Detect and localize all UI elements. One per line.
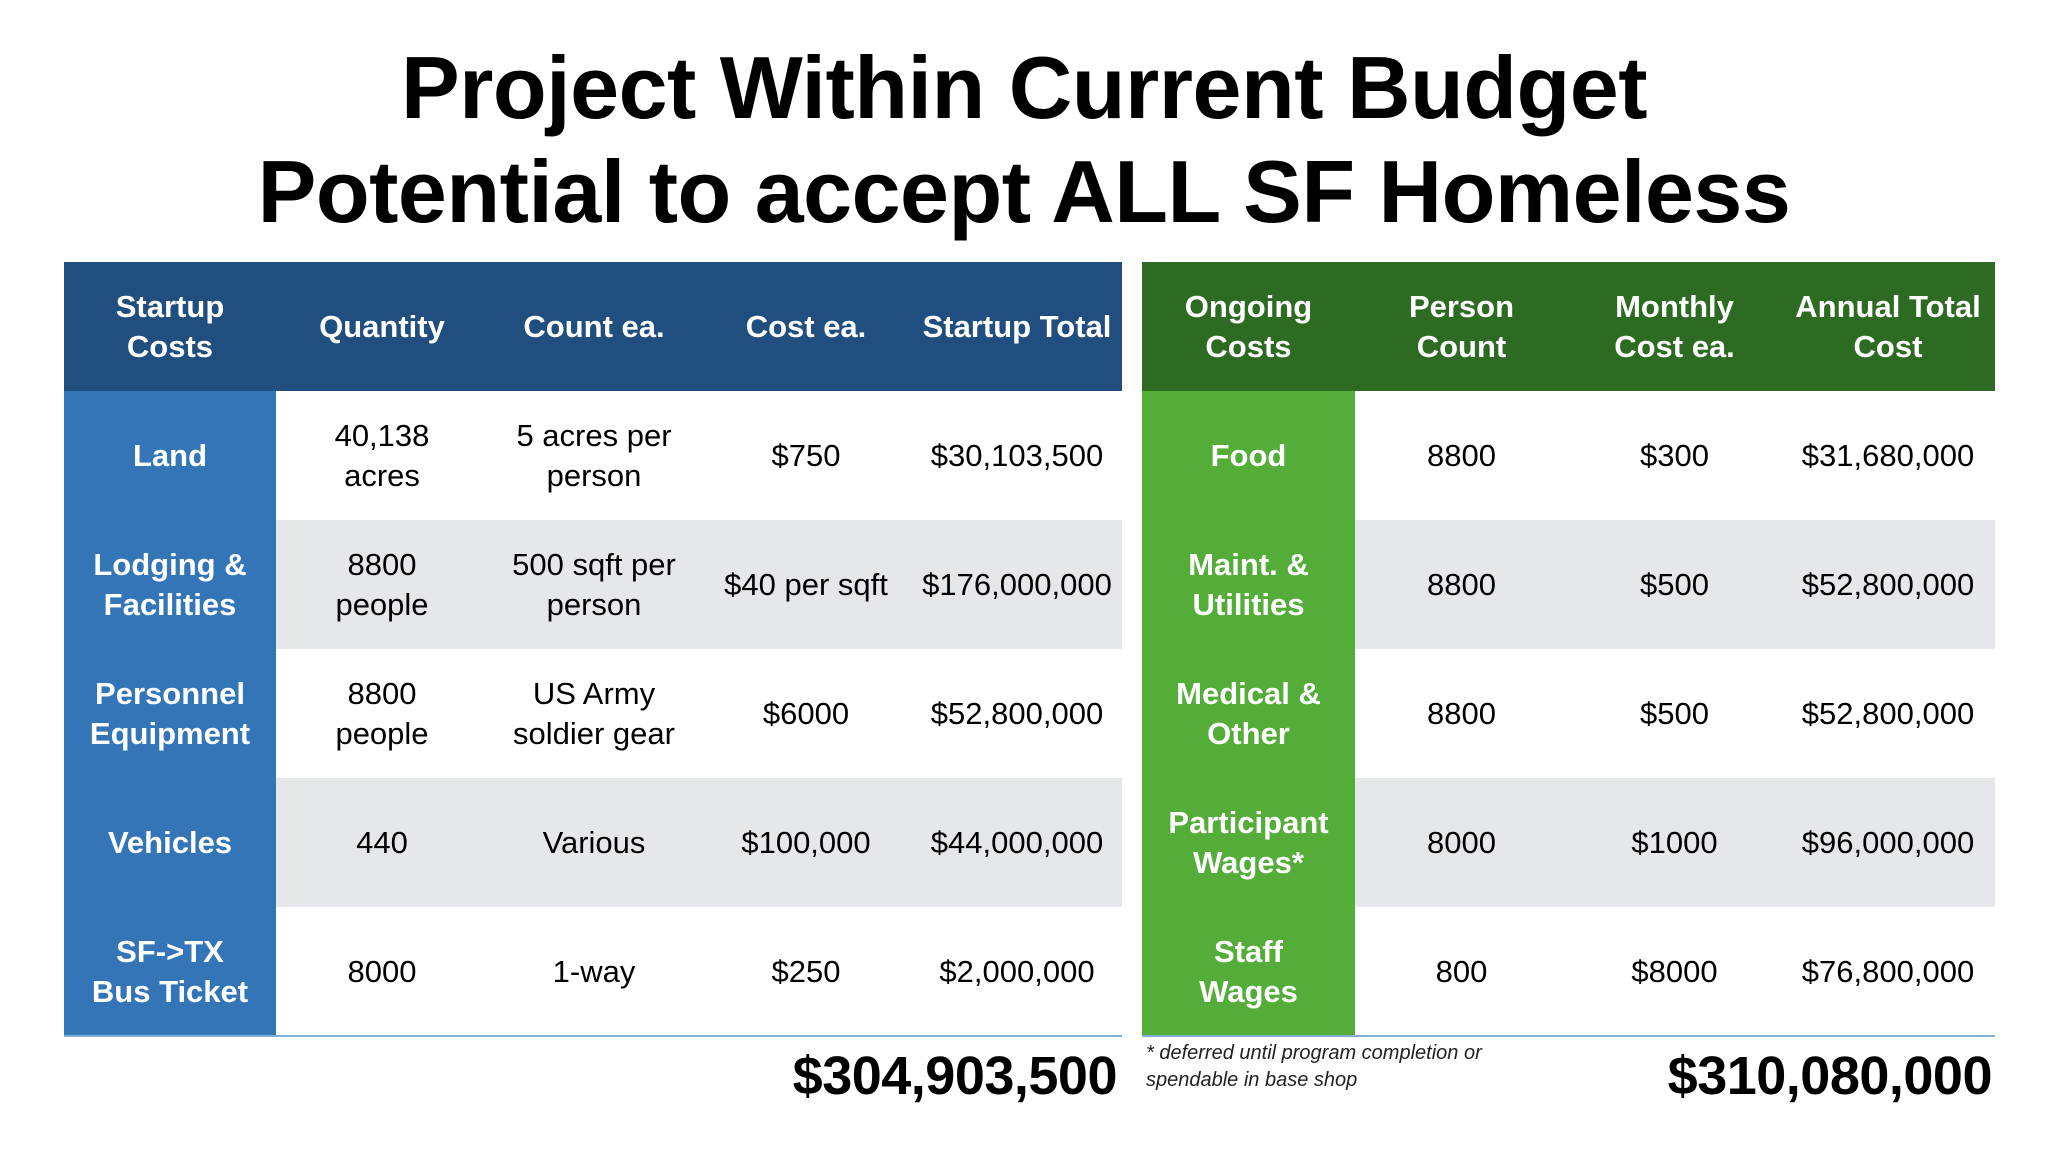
startup-row-lodging-total: $176,000,000 [912,520,1122,649]
startup-row-lodging-label: Lodging & Facilities [64,520,276,649]
startup-header-total: Startup Total [912,262,1122,391]
ongoing-row-staff-wages-count: 800 [1355,907,1568,1036]
startup-row-bus-total: $2,000,000 [912,907,1122,1036]
ongoing-row-maint-label: Maint. & Utilities [1142,520,1355,649]
ongoing-header-monthly-cost: Monthly Cost ea. [1568,262,1781,391]
page-title-line-1: Project Within Current Budget [400,38,1648,137]
startup-row-vehicles-cost: $100,000 [700,778,912,907]
startup-row-bus-label: SF->TX Bus Ticket [64,907,276,1036]
startup-row-lodging-quantity: 8800 people [276,520,488,649]
startup-row-vehicles-label: Vehicles [64,778,276,907]
startup-row-bus-cost: $250 [700,907,912,1036]
startup-row-land-count: 5 acres per person [488,391,700,520]
startup-row-vehicles-total: $44,000,000 [912,778,1122,907]
startup-row-vehicles-count: Various [488,778,700,907]
startup-row-equipment-cost: $6000 [700,649,912,778]
ongoing-row-medical-label: Medical & Other [1142,649,1355,778]
startup-row-land-total: $30,103,500 [912,391,1122,520]
ongoing-row-participant-wages-monthly: $1000 [1568,778,1781,907]
startup-row-equipment-label: Personnel Equipment [64,649,276,778]
ongoing-header-label: Ongoing Costs [1142,262,1355,391]
startup-row-lodging-cost: $40 per sqft [700,520,912,649]
ongoing-row-food-monthly: $300 [1568,391,1781,520]
ongoing-row-food-annual: $31,680,000 [1781,391,1995,520]
startup-row-land-quantity: 40,138 acres [276,391,488,520]
ongoing-row-staff-wages-monthly: $8000 [1568,907,1781,1036]
page-title-line-2: Potential to accept ALL SF Homeless [257,142,1791,241]
ongoing-row-food-count: 8800 [1355,391,1568,520]
startup-header-quantity: Quantity [276,262,488,391]
startup-row-bus-quantity: 8000 [276,907,488,1036]
ongoing-row-maint-count: 8800 [1355,520,1568,649]
startup-row-bus-count: 1-way [488,907,700,1036]
ongoing-row-maint-annual: $52,800,000 [1781,520,1995,649]
startup-row-equipment-count: US Army soldier gear [488,649,700,778]
ongoing-row-maint-monthly: $500 [1568,520,1781,649]
startup-row-vehicles-quantity: 440 [276,778,488,907]
ongoing-row-participant-wages-count: 8000 [1355,778,1568,907]
startup-header-label: Startup Costs [64,262,276,391]
startup-header-cost-each: Cost ea. [700,262,912,391]
startup-row-equipment-quantity: 8800 people [276,649,488,778]
ongoing-row-medical-count: 8800 [1355,649,1568,778]
wages-footnote: * deferred until program completion or spendable in base shop [1146,1042,1482,1091]
ongoing-table-divider [1142,1035,1995,1037]
ongoing-header-person-count: Person Count [1355,262,1568,391]
startup-row-lodging-count: 500 sqft per person [488,520,700,649]
ongoing-row-staff-wages-label: Staff Wages [1142,907,1355,1036]
ongoing-costs-table [1142,262,1995,1036]
startup-header-count-each: Count ea. [488,262,700,391]
ongoing-grand-total: $310,080,000 [1667,1046,1992,1106]
ongoing-row-medical-annual: $52,800,000 [1781,649,1995,778]
startup-costs-table [64,262,1122,1036]
startup-row-land-cost: $750 [700,391,912,520]
ongoing-row-participant-wages-annual: $96,000,000 [1781,778,1995,907]
ongoing-row-participant-wages-label: Participant Wages* [1142,778,1355,907]
startup-grand-total: $304,903,500 [792,1046,1117,1106]
ongoing-row-staff-wages-annual: $76,800,000 [1781,907,1995,1036]
ongoing-row-food-label: Food [1142,391,1355,520]
startup-row-land-label: Land [64,391,276,520]
startup-row-equipment-total: $52,800,000 [912,649,1122,778]
ongoing-row-medical-monthly: $500 [1568,649,1781,778]
ongoing-header-annual-total: Annual Total Cost [1781,262,1995,391]
startup-table-divider [64,1035,1122,1037]
